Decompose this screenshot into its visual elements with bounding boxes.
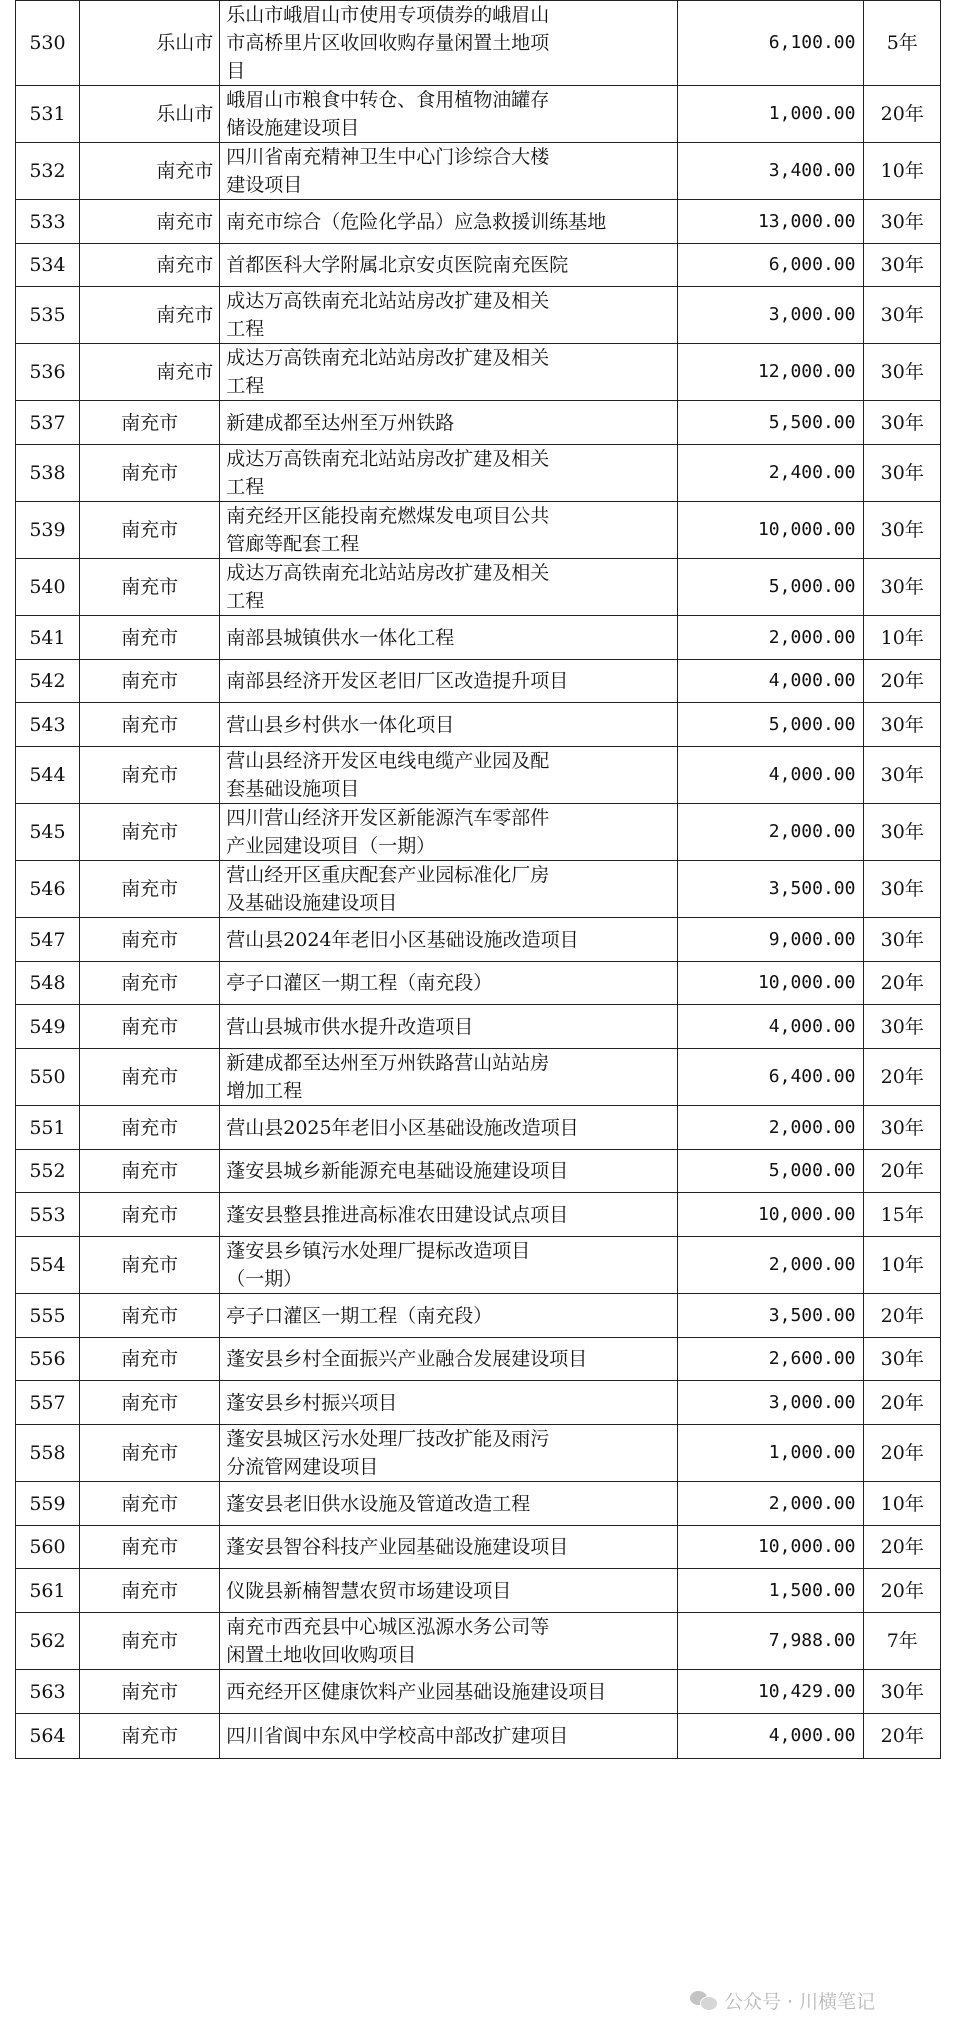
city-cell: 南充市 — [79, 1613, 219, 1670]
project-name-line: 蓬安县城区污水处理厂技改扩能及雨污 — [226, 1428, 550, 1450]
project-name-cell — [220, 143, 678, 200]
amount-cell: 6,000.00 — [678, 244, 864, 287]
bond-projects-table — [15, 0, 941, 1759]
row-number-cell: 547 — [16, 918, 80, 962]
amount-cell: 2,000.00 — [678, 1482, 864, 1526]
table-row — [16, 445, 941, 502]
project-name-line: 南充经开区能投南充燃煤发电项目公共 — [226, 505, 550, 527]
city-cell: 南充市 — [79, 1005, 219, 1049]
project-name-line: 新建成都至达州至万州铁路 — [226, 411, 455, 434]
city-cell: 南充市 — [79, 861, 219, 918]
city-cell: 南充市 — [79, 703, 219, 747]
project-name-line: 营山县城市供水提升改造项目 — [226, 1015, 474, 1038]
row-number-cell: 546 — [16, 861, 80, 918]
row-number-cell: 533 — [16, 200, 80, 244]
term-cell: 30年 — [864, 344, 941, 401]
table-row — [16, 918, 941, 962]
amount-cell: 2,000.00 — [678, 616, 864, 660]
project-name-cell — [220, 1237, 678, 1294]
row-number-cell: 559 — [16, 1482, 80, 1526]
city-cell: 南充市 — [79, 143, 219, 200]
project-name-line: 营山经开区重庆配套产业园标准化厂房 — [226, 864, 550, 886]
term-cell: 30年 — [864, 401, 941, 445]
term-cell: 30年 — [864, 804, 941, 861]
row-number-cell: 536 — [16, 344, 80, 401]
project-name-cell — [220, 1482, 678, 1526]
table-row — [16, 660, 941, 703]
term-cell: 30年 — [864, 747, 941, 804]
row-number-cell: 554 — [16, 1237, 80, 1294]
table-row — [16, 1, 941, 86]
table-row — [16, 1482, 941, 1526]
term-cell: 10年 — [864, 1237, 941, 1294]
project-name-cell — [220, 918, 678, 962]
city-cell: 南充市 — [79, 1569, 219, 1613]
project-name-cell — [220, 1294, 678, 1338]
amount-cell: 2,000.00 — [678, 1106, 864, 1150]
row-number-cell: 550 — [16, 1049, 80, 1106]
amount-cell: 5,000.00 — [678, 559, 864, 616]
project-name-line: 储设施建设项目 — [226, 117, 360, 139]
city-cell: 南充市 — [79, 660, 219, 703]
amount-cell: 10,429.00 — [678, 1670, 864, 1714]
term-cell: 30年 — [864, 1670, 941, 1714]
row-number-cell: 544 — [16, 747, 80, 804]
project-name-line: 目 — [226, 60, 246, 82]
term-cell: 30年 — [864, 861, 941, 918]
row-number-cell: 534 — [16, 244, 80, 287]
amount-cell: 9,000.00 — [678, 918, 864, 962]
amount-cell: 1,500.00 — [678, 1569, 864, 1613]
term-cell: 20年 — [864, 1714, 941, 1759]
city-cell: 南充市 — [79, 1526, 219, 1569]
project-name-line: 套基础设施项目 — [226, 778, 360, 800]
row-number-cell: 541 — [16, 616, 80, 660]
city-cell: 南充市 — [79, 1193, 219, 1237]
row-number-cell: 530 — [16, 1, 80, 86]
project-name-line: 成达万高铁南充北站站房改扩建及相关 — [226, 290, 550, 312]
table-body — [16, 1, 941, 1759]
amount-cell: 2,600.00 — [678, 1338, 864, 1381]
table-row — [16, 1005, 941, 1049]
project-name-line: 南充市综合（危险化学品）应急救援训练基地 — [226, 210, 607, 233]
project-name-line: 蓬安县整县推进高标准农田建设试点项目 — [226, 1203, 569, 1226]
project-name-line: 成达万高铁南充北站站房改扩建及相关 — [226, 448, 550, 470]
row-number-cell: 553 — [16, 1193, 80, 1237]
project-name-line: 南部县城镇供水一体化工程 — [226, 626, 455, 649]
table-row — [16, 344, 941, 401]
city-cell: 南充市 — [79, 200, 219, 244]
term-cell: 20年 — [864, 86, 941, 143]
project-name-cell — [220, 1005, 678, 1049]
city-cell: 南充市 — [79, 1670, 219, 1714]
table-row — [16, 804, 941, 861]
term-cell: 10年 — [864, 616, 941, 660]
project-name-cell — [220, 502, 678, 559]
project-name-line: 营山县2024年老旧小区基础设施改造项目 — [226, 928, 579, 951]
term-cell: 20年 — [864, 1049, 941, 1106]
project-name-cell — [220, 344, 678, 401]
project-name-cell — [220, 861, 678, 918]
term-cell: 20年 — [864, 1526, 941, 1569]
table-row — [16, 1193, 941, 1237]
city-cell: 南充市 — [79, 918, 219, 962]
row-number-cell: 557 — [16, 1381, 80, 1425]
project-name-cell — [220, 804, 678, 861]
row-number-cell: 542 — [16, 660, 80, 703]
project-name-line: 蓬安县老旧供水设施及管道改造工程 — [226, 1492, 531, 1515]
row-number-cell: 531 — [16, 86, 80, 143]
project-name-cell — [220, 1, 678, 86]
city-cell: 南充市 — [79, 445, 219, 502]
table-row — [16, 1425, 941, 1482]
city-cell: 南充市 — [79, 1714, 219, 1759]
row-number-cell: 551 — [16, 1106, 80, 1150]
watermark-text: 公众号 · 川横笔记 — [724, 1990, 876, 2013]
term-cell: 30年 — [864, 1106, 941, 1150]
amount-cell: 3,500.00 — [678, 1294, 864, 1338]
city-cell: 乐山市 — [79, 1, 219, 86]
row-number-cell: 558 — [16, 1425, 80, 1482]
term-cell: 20年 — [864, 1425, 941, 1482]
term-cell: 20年 — [864, 962, 941, 1005]
project-name-cell — [220, 1106, 678, 1150]
project-name-line: 成达万高铁南充北站站房改扩建及相关 — [226, 562, 550, 584]
term-cell: 20年 — [864, 1294, 941, 1338]
term-cell: 10年 — [864, 1482, 941, 1526]
amount-cell: 3,000.00 — [678, 1381, 864, 1425]
table-row — [16, 200, 941, 244]
row-number-cell: 555 — [16, 1294, 80, 1338]
amount-cell: 10,000.00 — [678, 1526, 864, 1569]
table-row — [16, 1381, 941, 1425]
row-number-cell: 532 — [16, 143, 80, 200]
city-cell: 南充市 — [79, 1482, 219, 1526]
city-cell: 南充市 — [79, 1237, 219, 1294]
term-cell: 30年 — [864, 1005, 941, 1049]
amount-cell: 4,000.00 — [678, 1005, 864, 1049]
table-row — [16, 1049, 941, 1106]
project-name-line: 蓬安县乡村振兴项目 — [226, 1391, 398, 1414]
table-row — [16, 861, 941, 918]
project-name-line: 蓬安县乡村全面振兴产业融合发展建设项目 — [226, 1348, 588, 1370]
amount-cell: 4,000.00 — [678, 1714, 864, 1759]
project-name-line: 南部县经济开发区老旧厂区改造提升项目 — [226, 670, 569, 692]
city-cell: 南充市 — [79, 502, 219, 559]
table-row — [16, 1237, 941, 1294]
project-name-line: 产业园建设项目（一期） — [226, 835, 436, 857]
amount-cell: 4,000.00 — [678, 747, 864, 804]
project-name-line: 亭子口灌区一期工程（南充段） — [226, 1304, 493, 1327]
city-cell: 南充市 — [79, 747, 219, 804]
project-name-line: 四川营山经济开发区新能源汽车零部件 — [226, 807, 550, 829]
project-name-cell — [220, 1714, 678, 1759]
project-name-line: 蓬安县城乡新能源充电基础设施建设项目 — [226, 1160, 569, 1182]
watermark — [690, 1985, 875, 2015]
table-row — [16, 1150, 941, 1193]
term-cell: 20年 — [864, 660, 941, 703]
row-number-cell: 556 — [16, 1338, 80, 1381]
amount-cell: 12,000.00 — [678, 344, 864, 401]
row-number-cell: 552 — [16, 1150, 80, 1193]
row-number-cell: 564 — [16, 1714, 80, 1759]
project-name-line: 及基础设施建设项目 — [226, 892, 398, 914]
table-row — [16, 1670, 941, 1714]
project-name-line: 乐山市峨眉山市使用专项债券的峨眉山 — [226, 4, 550, 26]
project-name-line: 营山县2025年老旧小区基础设施改造项目 — [226, 1116, 579, 1139]
row-number-cell: 545 — [16, 804, 80, 861]
amount-cell: 3,400.00 — [678, 143, 864, 200]
project-name-line: 峨眉山市粮食中转仓、食用植物油罐存 — [226, 89, 550, 111]
project-name-line: 建设项目 — [226, 174, 303, 196]
term-cell: 30年 — [864, 918, 941, 962]
term-cell: 30年 — [864, 1338, 941, 1381]
amount-cell: 6,100.00 — [678, 1, 864, 86]
project-name-line: 市高桥里片区收回收购存量闲置土地项 — [226, 32, 550, 54]
term-cell: 30年 — [864, 244, 941, 287]
table-row — [16, 502, 941, 559]
city-cell: 南充市 — [79, 1338, 219, 1381]
term-cell: 30年 — [864, 445, 941, 502]
amount-cell: 5,500.00 — [678, 401, 864, 445]
amount-cell: 3,500.00 — [678, 861, 864, 918]
project-name-cell — [220, 86, 678, 143]
amount-cell: 2,400.00 — [678, 445, 864, 502]
project-name-cell — [220, 1381, 678, 1425]
amount-cell: 13,000.00 — [678, 200, 864, 244]
project-name-cell — [220, 287, 678, 344]
city-cell: 南充市 — [79, 1425, 219, 1482]
project-name-line: 亭子口灌区一期工程（南充段） — [226, 972, 493, 994]
table-row — [16, 1338, 941, 1381]
project-name-cell — [220, 1049, 678, 1106]
project-name-line: 工程 — [226, 590, 265, 612]
row-number-cell: 548 — [16, 962, 80, 1005]
table-row — [16, 1106, 941, 1150]
term-cell: 5年 — [864, 1, 941, 86]
project-name-cell — [220, 1670, 678, 1714]
row-number-cell: 561 — [16, 1569, 80, 1613]
row-number-cell: 543 — [16, 703, 80, 747]
term-cell: 30年 — [864, 287, 941, 344]
amount-cell: 10,000.00 — [678, 962, 864, 1005]
project-name-cell — [220, 660, 678, 703]
project-name-line: 仪陇县新楠智慧农贸市场建设项目 — [226, 1579, 512, 1602]
amount-cell: 1,000.00 — [678, 1425, 864, 1482]
project-name-cell — [220, 1425, 678, 1482]
term-cell: 30年 — [864, 200, 941, 244]
project-name-line: 四川省南充精神卫生中心门诊综合大楼 — [226, 146, 550, 168]
project-name-line: 西充经开区健康饮料产业园基础设施建设项目 — [226, 1680, 607, 1703]
term-cell: 30年 — [864, 559, 941, 616]
amount-cell: 5,000.00 — [678, 703, 864, 747]
row-number-cell: 560 — [16, 1526, 80, 1569]
amount-cell: 2,000.00 — [678, 1237, 864, 1294]
project-name-cell — [220, 1526, 678, 1569]
city-cell: 南充市 — [79, 287, 219, 344]
city-cell: 南充市 — [79, 616, 219, 660]
project-name-cell — [220, 1569, 678, 1613]
project-name-cell — [220, 244, 678, 287]
row-number-cell: 563 — [16, 1670, 80, 1714]
project-name-line: 蓬安县智谷科技产业园基础设施建设项目 — [226, 1536, 569, 1558]
project-name-line: （一期） — [226, 1268, 303, 1290]
amount-cell: 5,000.00 — [678, 1150, 864, 1193]
row-number-cell: 537 — [16, 401, 80, 445]
city-cell: 南充市 — [79, 1150, 219, 1193]
project-name-cell — [220, 616, 678, 660]
term-cell: 10年 — [864, 143, 941, 200]
project-name-line: 成达万高铁南充北站站房改扩建及相关 — [226, 347, 550, 369]
city-cell: 南充市 — [79, 401, 219, 445]
term-cell: 7年 — [864, 1613, 941, 1670]
project-name-line: 营山县乡村供水一体化项目 — [226, 713, 455, 736]
project-name-line: 新建成都至达州至万州铁路营山站站房 — [226, 1052, 550, 1074]
document-page — [15, 0, 941, 1759]
city-cell: 南充市 — [79, 559, 219, 616]
table-row — [16, 287, 941, 344]
table-row — [16, 1613, 941, 1670]
project-name-line: 工程 — [226, 476, 265, 498]
table-row — [16, 1714, 941, 1759]
table-row — [16, 747, 941, 804]
city-cell: 南充市 — [79, 1049, 219, 1106]
table-row — [16, 1569, 941, 1613]
amount-cell: 4,000.00 — [678, 660, 864, 703]
table-row — [16, 401, 941, 445]
project-name-line: 南充市西充县中心城区泓源水务公司等 — [226, 1616, 550, 1638]
city-cell: 乐山市 — [79, 86, 219, 143]
amount-cell: 10,000.00 — [678, 502, 864, 559]
project-name-line: 增加工程 — [226, 1080, 303, 1102]
table-row — [16, 616, 941, 660]
amount-cell: 3,000.00 — [678, 287, 864, 344]
city-cell: 南充市 — [79, 1381, 219, 1425]
project-name-cell — [220, 401, 678, 445]
project-name-line: 四川省阆中东风中学校高中部改扩建项目 — [226, 1725, 569, 1747]
term-cell: 15年 — [864, 1193, 941, 1237]
row-number-cell: 539 — [16, 502, 80, 559]
project-name-cell — [220, 962, 678, 1005]
project-name-cell — [220, 1613, 678, 1670]
row-number-cell: 549 — [16, 1005, 80, 1049]
project-name-line: 管廊等配套工程 — [226, 533, 360, 555]
table-row — [16, 143, 941, 200]
amount-cell: 6,400.00 — [678, 1049, 864, 1106]
amount-cell: 10,000.00 — [678, 1193, 864, 1237]
table-row — [16, 244, 941, 287]
project-name-line: 工程 — [226, 318, 265, 340]
project-name-line: 闲置土地收回收购项目 — [226, 1644, 417, 1666]
city-cell: 南充市 — [79, 804, 219, 861]
project-name-cell — [220, 1338, 678, 1381]
row-number-cell: 562 — [16, 1613, 80, 1670]
project-name-line: 工程 — [226, 375, 265, 397]
project-name-cell — [220, 1193, 678, 1237]
city-cell: 南充市 — [79, 244, 219, 287]
term-cell: 20年 — [864, 1150, 941, 1193]
table-row — [16, 703, 941, 747]
table-row — [16, 86, 941, 143]
amount-cell: 2,000.00 — [678, 804, 864, 861]
project-name-cell — [220, 200, 678, 244]
city-cell: 南充市 — [79, 1106, 219, 1150]
city-cell: 南充市 — [79, 344, 219, 401]
project-name-line: 营山县经济开发区电线电缆产业园及配 — [226, 750, 550, 772]
term-cell: 20年 — [864, 1569, 941, 1613]
project-name-cell — [220, 747, 678, 804]
term-cell: 30年 — [864, 703, 941, 747]
project-name-cell — [220, 1150, 678, 1193]
row-number-cell: 535 — [16, 287, 80, 344]
amount-cell: 1,000.00 — [678, 86, 864, 143]
city-cell: 南充市 — [79, 962, 219, 1005]
project-name-cell — [220, 703, 678, 747]
project-name-cell — [220, 559, 678, 616]
city-cell: 南充市 — [79, 1294, 219, 1338]
row-number-cell: 540 — [16, 559, 80, 616]
project-name-line: 分流管网建设项目 — [226, 1456, 379, 1478]
project-name-line: 蓬安县乡镇污水处理厂提标改造项目 — [226, 1240, 531, 1262]
amount-cell: 7,988.00 — [678, 1613, 864, 1670]
table-row — [16, 962, 941, 1005]
project-name-cell — [220, 445, 678, 502]
project-name-line: 首都医科大学附属北京安贞医院南充医院 — [226, 254, 569, 276]
term-cell: 30年 — [864, 502, 941, 559]
table-row — [16, 1526, 941, 1569]
table-row — [16, 1294, 941, 1338]
row-number-cell: 538 — [16, 445, 80, 502]
table-row — [16, 559, 941, 616]
term-cell: 20年 — [864, 1381, 941, 1425]
wechat-icon — [690, 1989, 718, 2011]
